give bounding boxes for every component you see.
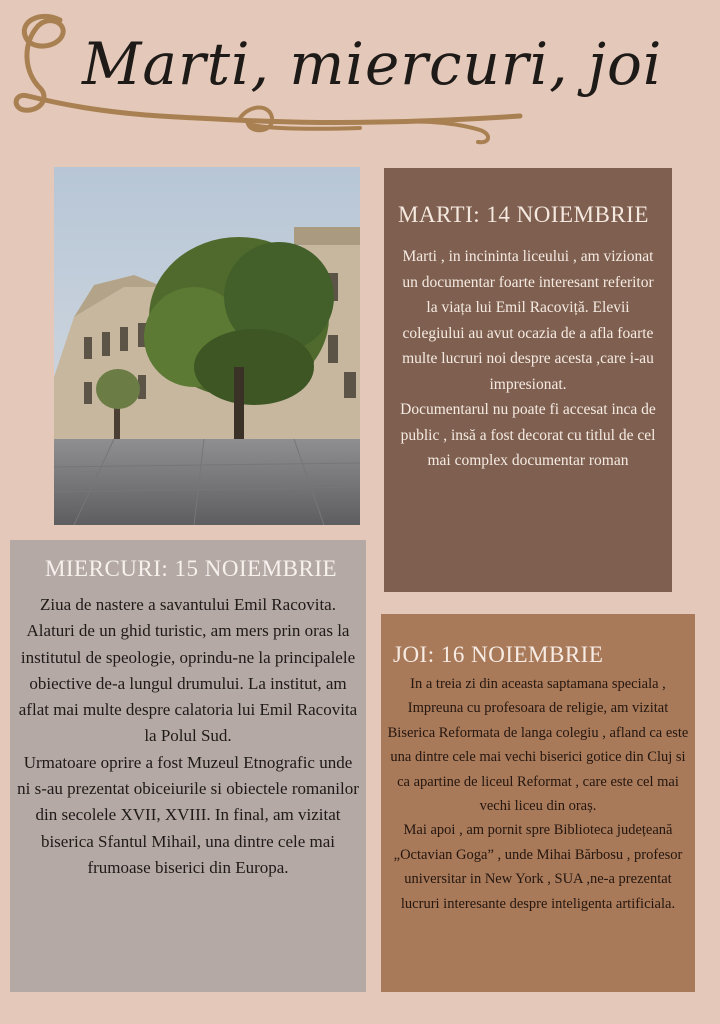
miercuri-section	[10, 540, 366, 992]
miercuri-text: Ziua de nastere a savantului Emil Racovita. Alaturi de un ghid turistic, am mers prin oras la institutul de speologie, oprindu-ne la principalele obiective de-a lungul drumului. La institut, am aflat mai multe despre calatoria lui Emil Racovita la Polul Sud. Urmatoare oprire a fost Muzeul Etnografic unde ni s-au prezentat obiceiurile si obiectele romanilor din secolele XVII, XVIII. In final, am vizitat biserica Sfantul Mihail, una dintre cele mai frumoase biserici din Europa.	[17, 595, 359, 877]
marti-heading: MARTI: 14 NOIEMBRIE	[398, 202, 649, 227]
joi-text: In a treia zi din aceasta saptamana speciala , Impreuna cu profesoara de religie, am vizitat Biserica Reformata de langa colegiu , afland ca este una dintre cele mai vechi biserici gotice din Cluj si ca apartine de liceul Reformat , care este cel mai vechi liceu din oraș. Mai apoi , am pornit spre Biblioteca județeană „Octavian Goga” , unde Mihai Bărbosu , profesor universitar in New York , SUA ,ne-a prezentat lucruri interesante despre inteligenta artificiala.	[387, 676, 689, 912]
joi-section	[381, 614, 695, 992]
page-title: Marti, miercuri, joi	[82, 30, 663, 98]
miercuri-heading: MIERCURI: 15 NOIEMBRIE	[44, 556, 338, 581]
joi-heading: JOI: 16 NOIEMBRIE	[393, 642, 604, 667]
building-photo	[54, 167, 360, 525]
marti-section	[384, 168, 672, 592]
marti-text: Marti , in incininta liceului , am vizionat un documentar foarte interesant referitor la viața lui Emil Racoviță. Elevii colegiului au avut ocazia de a afla foarte multe lucruri noi despre acesta ,care i-au impresionat. Documentarul nu poate fi accesat inca de public , insă a fost decorat cu titlul de cel mai complex documentar roman	[400, 248, 656, 469]
